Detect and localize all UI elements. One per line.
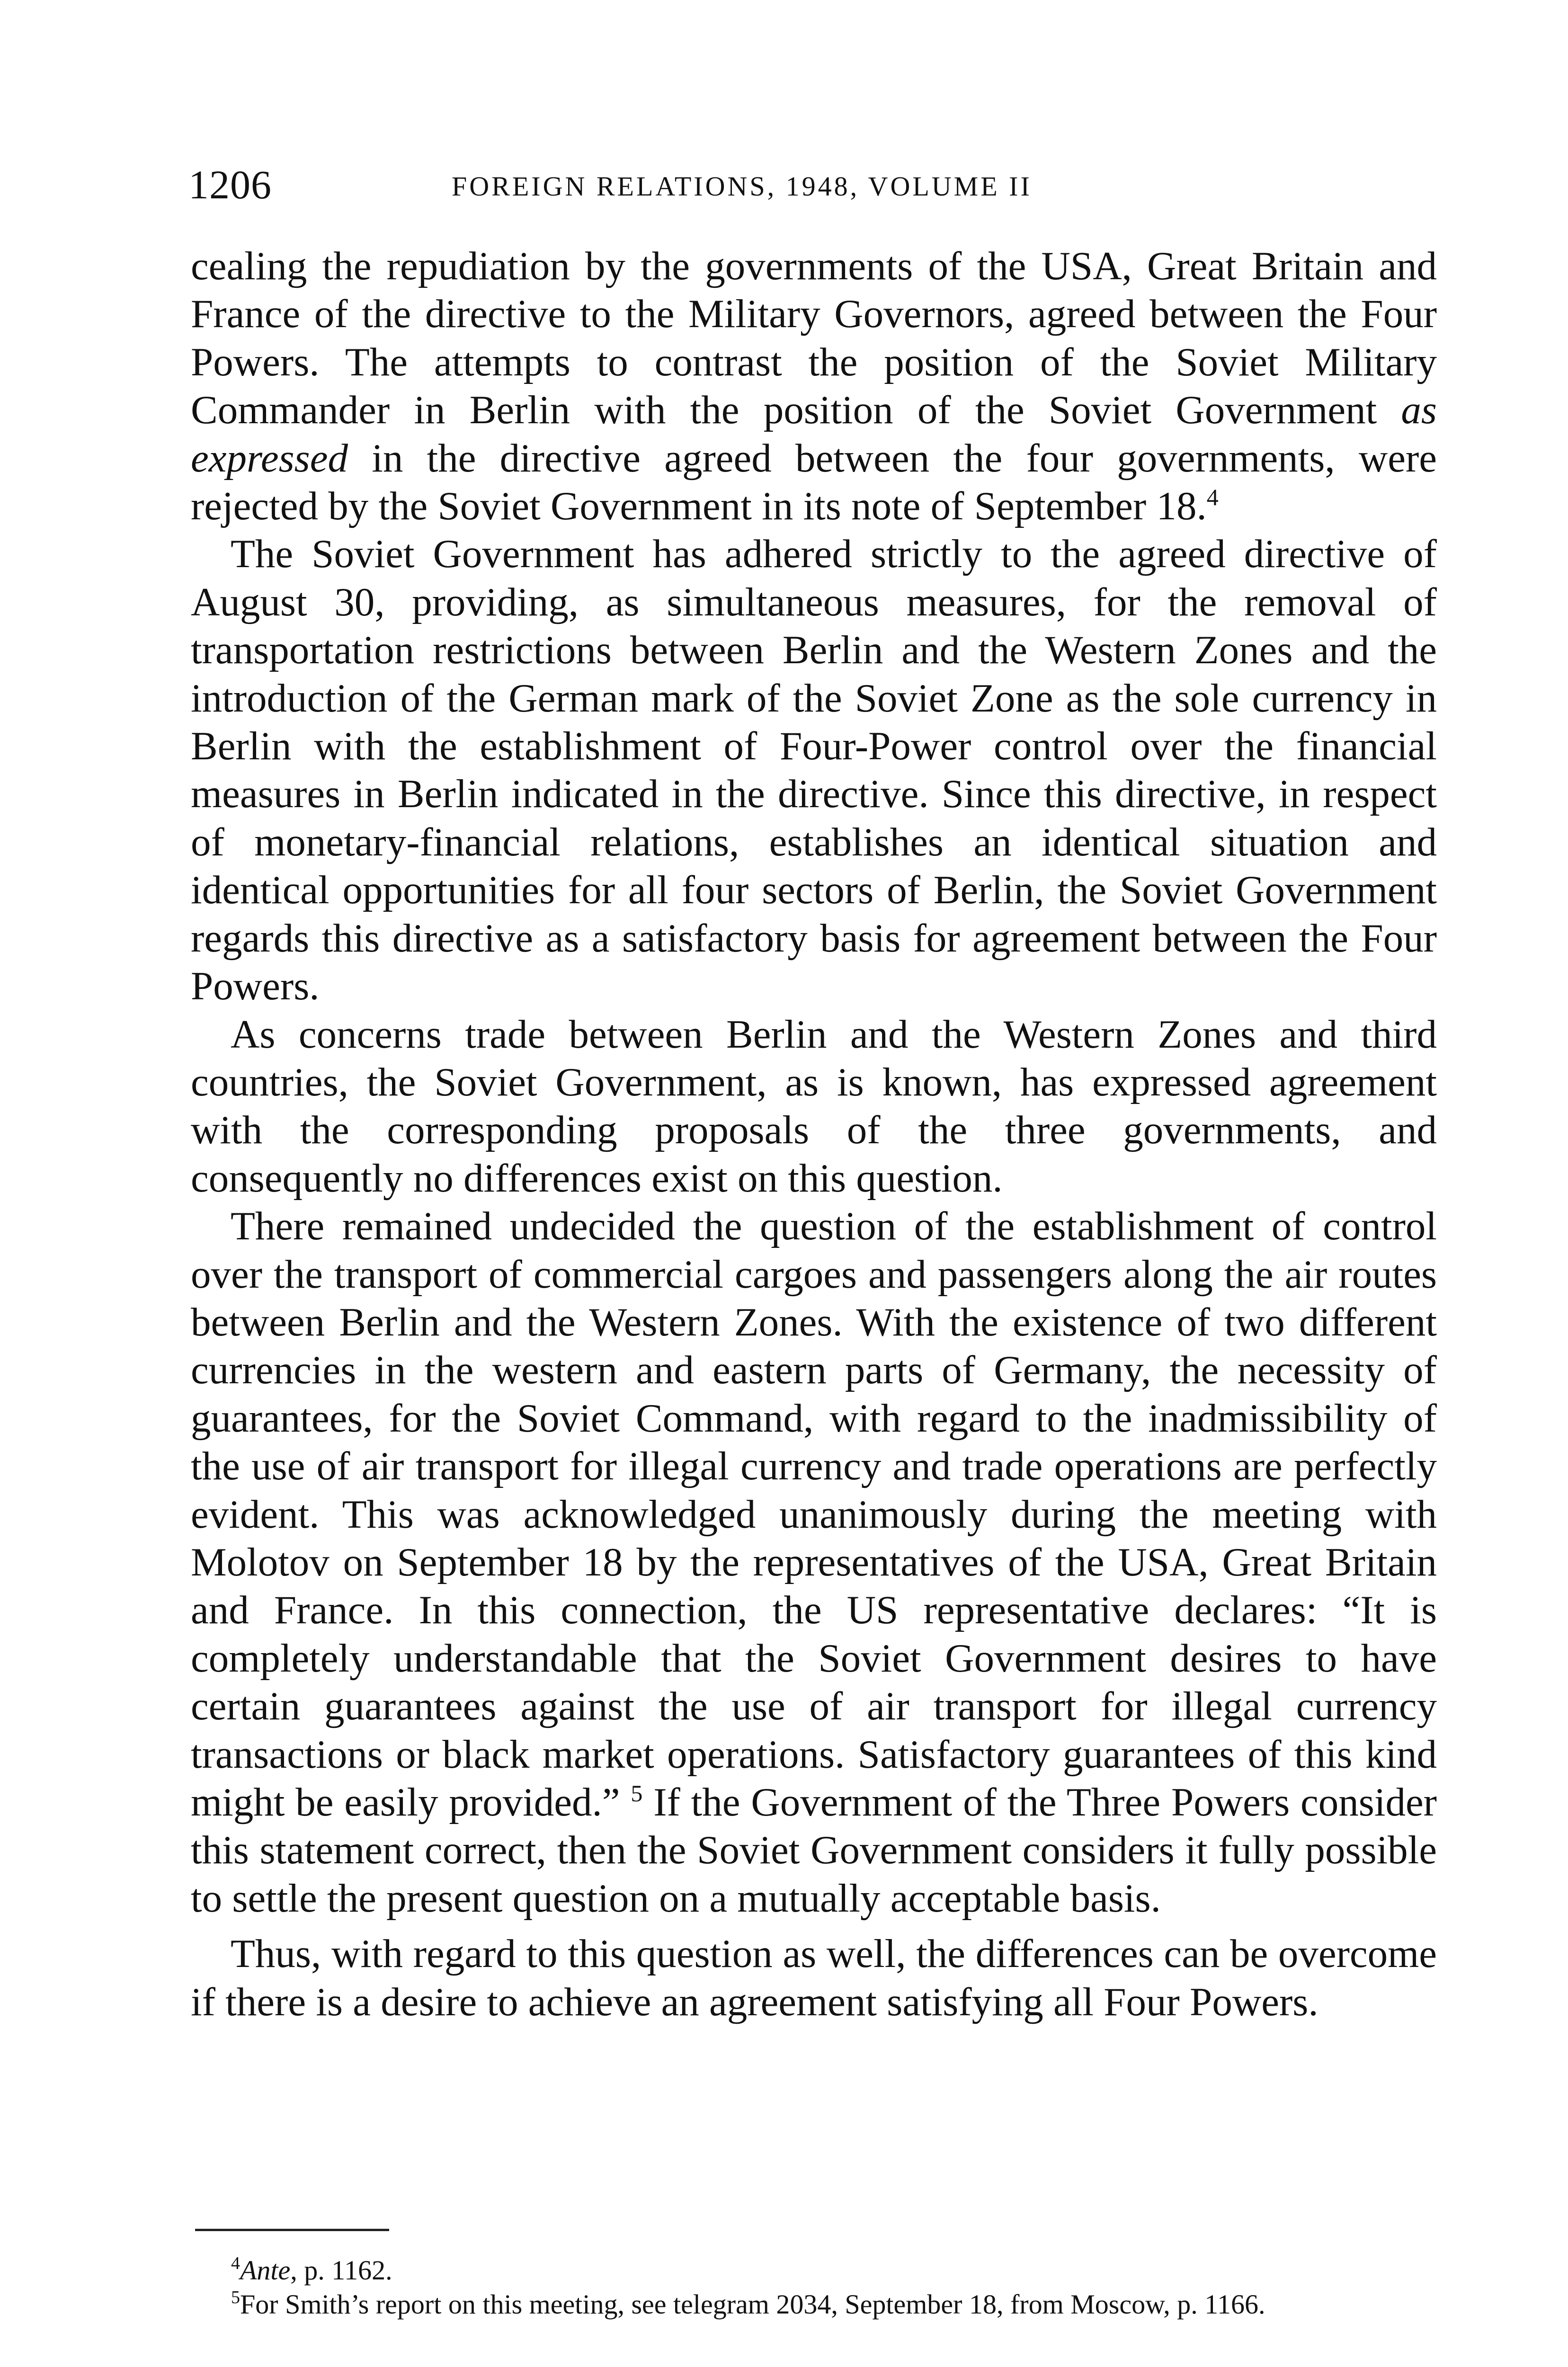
running-head: FOREIGN RELATIONS, 1948, VOLUME II xyxy=(452,171,1032,202)
footnote-5-text: For Smith’s report on this meeting, see telegram 2034, September 18, from Moscow, p. 1166. xyxy=(240,2289,1265,2320)
footnote-divider xyxy=(195,2229,389,2231)
footnotes xyxy=(195,2253,1436,2322)
footnote-4-marker: 4 xyxy=(231,2253,240,2273)
footnote-5-marker: 5 xyxy=(231,2287,240,2307)
paragraph-2: The Soviet Government has adhered strictly to the agreed directive of August 30, providing, as simultaneous measures, for the removal of transportation restrictions between Berlin and the Western Zones and the introduction of the German mark of the Soviet Zone as the sole currency in Berlin with the establishment of Four-Power control over the financial measures in Berlin indicated in the directive. Since this directive, in respect of monetary-financial relations, establishes an identical situation and identical opportunities for all four sectors of Berlin, the Soviet Government regards this directive as a satisfactory basis for agreement between the Four Powers. xyxy=(191,532,1437,1009)
paragraph-5: Thus, with regard to this question as well, the differences can be overcome if there is a desire to achieve an agreement satisfying all Four Powers. xyxy=(191,1931,1437,2024)
paragraph-1-text-b: in the directive agreed between the four governments, were rejected by the Soviet Government in its note of September 18. xyxy=(191,436,1437,529)
paragraph-4-text-b: If the Government of the Three Powers consider this statement correct, then the Soviet Government considers it fully possible to settle the present question on a mutually acceptable basis. xyxy=(191,1780,1437,1921)
body-text xyxy=(191,242,1437,2026)
footnote-4 xyxy=(195,2253,1436,2287)
footnote-ref-5: 5 xyxy=(631,1780,643,1806)
paragraph-4 xyxy=(191,1202,1437,1922)
page-header xyxy=(188,151,1438,213)
paragraph-3: As concerns trade between Berlin and the Western Zones and third countries, the Soviet Government, as is known, has expressed agreement with the corresponding proposals of the three governments, and consequently no differences exist on this question. xyxy=(191,1012,1437,1201)
footnote-4-italic: Ante xyxy=(240,2255,291,2286)
paragraph-4-text-a: There remained undecided the question of the establishment of control over the transport of commercial cargoes and passengers along the air routes between Berlin and the Western Zones. With the existence of two different currencies in the western and eastern parts of Germany, the necessity of guarantees, for the Soviet Command, with regard to the inadmissibility of the use of air transport for illegal currency and trade operations are perfectly evident. This was acknowledged unanimously during the meeting with Molotov on September 18 by the representatives of the USA, Great Britain and France. In this connection, the US representative declares: “It is completely understandable that the Soviet Government desires to have certain guarantees against the use of air transport for illegal currency transactions or black market operations. Satisfactory guarantees of this kind might be easily provided.” xyxy=(191,1204,1437,1824)
footnote-4-text: , p. 1162. xyxy=(290,2255,392,2286)
footnote-ref-4: 4 xyxy=(1206,484,1219,511)
paragraph-1-italic: as expressed xyxy=(191,388,1437,481)
footnote-5 xyxy=(195,2287,1436,2322)
paragraph-1-text-a: cealing the repudiation by the governments of the USA, Great Britain and France of the directive to the Military Governors, agreed between the Four Powers. The attempts to contrast the position of the Soviet Military Commander in Berlin with the position of the Soviet Government xyxy=(191,244,1437,433)
page-number: 1206 xyxy=(188,162,272,207)
paragraph-1 xyxy=(191,242,1437,530)
